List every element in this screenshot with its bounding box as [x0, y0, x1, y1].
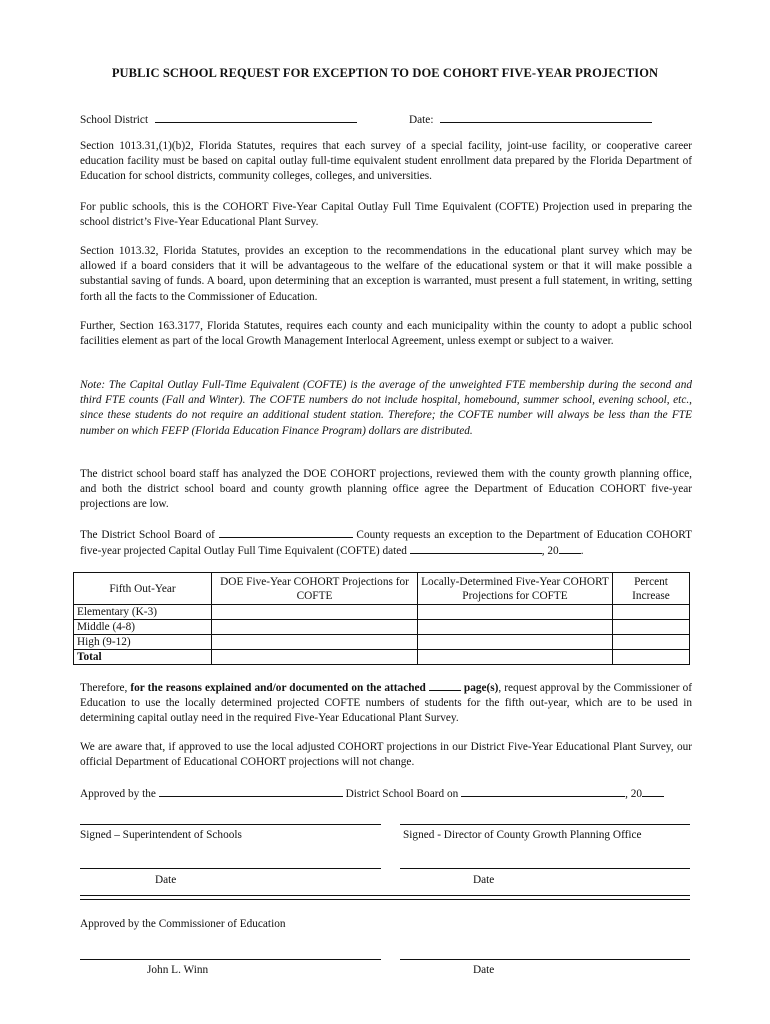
table-header-row: [74, 573, 690, 605]
request-paragraph: [80, 527, 692, 559]
cofte-year-field[interactable]: [559, 543, 581, 554]
request-text-3: , 20: [541, 545, 559, 558]
therefore-paragraph: [80, 680, 692, 727]
approved-text-1: Approved by the: [80, 788, 156, 800]
cell-doe-elementary[interactable]: [212, 605, 418, 620]
cell-doe-total[interactable]: [212, 650, 418, 665]
approved-district-field[interactable]: [159, 786, 343, 797]
commissioner-date-line[interactable]: [400, 959, 690, 960]
cell-local-total[interactable]: [418, 650, 613, 665]
row-label-elementary: Elementary (K-3): [74, 605, 212, 620]
commissioner-signature-line[interactable]: [80, 959, 381, 960]
cell-percent-total[interactable]: [613, 650, 690, 665]
request-text-4: .: [580, 545, 584, 558]
row-label-total: Total: [74, 650, 212, 665]
cell-doe-middle[interactable]: [212, 620, 418, 635]
school-district-label: School District: [80, 114, 149, 126]
commissioner-name: John L. Winn: [147, 964, 209, 976]
table-row: [74, 605, 690, 620]
cofte-date-field[interactable]: [410, 543, 542, 554]
date-left-caption: Date: [155, 874, 177, 886]
therefore-lead: Therefore,: [80, 682, 131, 694]
date-right-line[interactable]: [400, 868, 690, 869]
superintendent-caption: Signed – Superintendent of Schools: [80, 829, 242, 841]
paragraph-1: Section 1013.31,(1)(b)2, Florida Statutes, requires that each survey of a special facility, joint-use facility, or cooperative career education facility must be based on capital outlay full-time equivalent student enrollment data prepared by the Florida Department of Education for school districts, community colleges, colleges, and universities.: [80, 140, 692, 183]
header-doe-projections: DOE Five-Year COHORT Projections for COFTE: [212, 573, 418, 605]
row-label-high: High (9-12): [74, 635, 212, 650]
therefore-pages-text: page(s): [463, 682, 499, 694]
header-percent-increase: Percent Increase: [613, 573, 690, 605]
therefore-rest: , request approval by the Commissioner of Education to use the locally determined projected COFTE numbers of students for the fifth out-year, which are to be used in determining capital outlay need in the required Five-Year Educational Plant Survey.: [80, 682, 693, 725]
header-fifth-out-year: Fifth Out-Year: [74, 573, 212, 605]
approved-year-field[interactable]: [642, 786, 664, 797]
therefore-bold-text: for the reasons explained and/or documented on the attached: [130, 682, 426, 694]
commissioner-date-caption: Date: [473, 964, 495, 976]
table-row: [74, 650, 690, 665]
cell-percent-high[interactable]: [613, 635, 690, 650]
date-label: Date:: [409, 114, 434, 126]
request-text-2: County requests an exception to the Department of Education COHORT five-year projected Capital Outlay Full Time Equivalent (COFTE) dated: [80, 529, 692, 558]
form-title: PUBLIC SCHOOL REQUEST FOR EXCEPTION TO DOE COHORT FIVE-YEAR PROJECTION: [111, 66, 659, 80]
note-paragraph: Note: The Capital Outlay Full-Time Equivalent (COFTE) is the average of the unweighted FTE membership during the second and third FTE counts (Fall and Winter). The COFTE numbers do not include hospital, homebound, summer school, evening school, etc., since these students do not require an additional student station. Therefore; the COFTE number will always be less than the FTE number on which FEFP (Florida Education Finance Program) dollars are distributed.: [80, 379, 692, 437]
paragraph-2: For public schools, this is the COHORT Five-Year Capital Outlay Full Time Equivalent (COFTE) Projection used in preparing the school district’s Five-Year Educational Plant Survey.: [80, 201, 692, 229]
superintendent-signature-line[interactable]: [80, 824, 381, 825]
cell-local-middle[interactable]: [418, 620, 613, 635]
director-signature-line[interactable]: [400, 824, 690, 825]
director-caption: Signed - Director of County Growth Planning Office: [403, 829, 642, 841]
paragraph-4: Further, Section 163.3177, Florida Statutes, requires each county and each municipality within the county to adopt a public school facilities element as part of the local Growth Management Interlocal Agreement, unless exempt or subject to a waiver.: [80, 320, 692, 348]
page-count-field[interactable]: [429, 680, 461, 691]
approved-line: [80, 786, 664, 800]
date-line: [409, 112, 652, 126]
request-text-1: The District School Board of: [80, 529, 215, 541]
cell-local-high[interactable]: [418, 635, 613, 650]
table-row: [74, 620, 690, 635]
header-local-projections: Locally-Determined Five-Year COHORT Projections for COFTE: [418, 573, 613, 605]
school-district-field[interactable]: [155, 112, 357, 123]
approved-text-2: District School Board on: [345, 788, 459, 800]
cell-local-elementary[interactable]: [418, 605, 613, 620]
date-field[interactable]: [440, 112, 652, 123]
row-label-middle: Middle (4-8): [74, 620, 212, 635]
date-left-line[interactable]: [80, 868, 381, 869]
commissioner-label: Approved by the Commissioner of Education: [80, 918, 286, 930]
paragraph-3: Section 1013.32, Florida Statutes, provides an exception to the recommendations in the educational plant survey which may be allowed if a board considers that it will be advantageous to the welfare of the educational system or that it will make possible a substantial saving of funds. A board, upon determining that an exception is warranted, must present a full statement, in writing, setting forth all the facts to the Commissioner of Education.: [80, 245, 692, 303]
aware-paragraph: We are aware that, if approved to use the local adjusted COHORT projections in our District Five-Year Educational Plant Survey, our official Department of Educational COHORT projections will not change.: [80, 741, 692, 769]
cell-doe-high[interactable]: [212, 635, 418, 650]
separator-line-top: [80, 895, 690, 896]
table-row: [74, 635, 690, 650]
cell-percent-elementary[interactable]: [613, 605, 690, 620]
school-district-line: [80, 112, 357, 126]
cell-percent-middle[interactable]: [613, 620, 690, 635]
approved-date-field[interactable]: [461, 786, 625, 797]
date-right-caption: Date: [473, 874, 495, 886]
approved-text-3: , 20: [625, 788, 643, 800]
projection-table: [73, 572, 690, 665]
paragraph-5: The district school board staff has analyzed the DOE COHORT projections, reviewed them with the county growth planning office, and both the district school board and county growth planning office agree the Department of Education COHORT five-year projections are low.: [80, 468, 692, 511]
school-board-name-field[interactable]: [219, 527, 353, 538]
separator-line-bottom: [80, 899, 690, 900]
